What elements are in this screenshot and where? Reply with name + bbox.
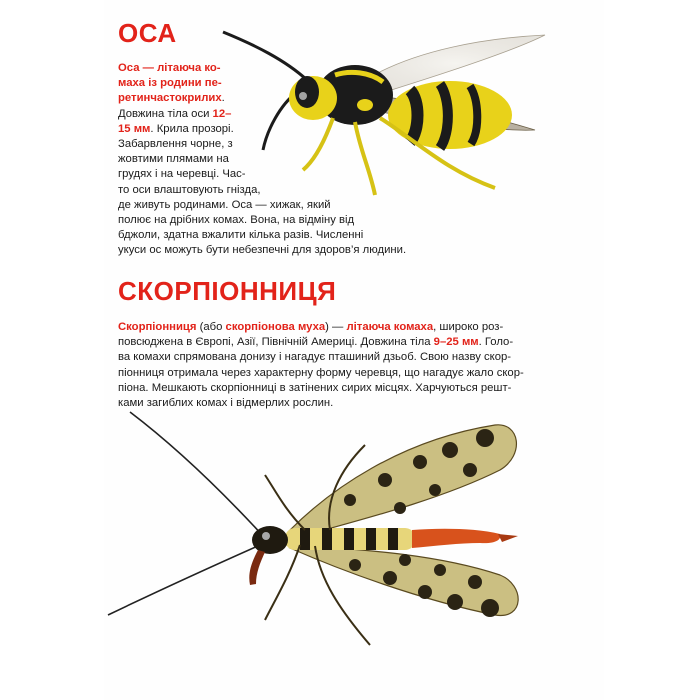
text-run: ретинчастокрилих [118,92,222,105]
wasp-description [118,61,406,259]
scorpionfly-heading: СКОРПІОННИЦЯ [118,276,337,306]
text-line [118,152,406,167]
text-run: полює на дрібних комах. Вона, на відміну від [118,214,355,227]
text-run: бджоли, здатна вжалити кілька разів. Численні [118,229,364,242]
text-run: 15 мм [118,122,151,135]
text-run: де живуть родинами. Оса — хижак, який [118,198,331,211]
text-run: . Голо- [478,336,514,349]
text-run: повсюджена в Європі, Азії, Північній Америці. Довжина тіла [118,336,434,349]
text-line [118,228,406,243]
scorpionfly-photo [100,400,540,660]
text-run: Скорпіонниця [118,321,197,333]
text-run: ) — [325,321,347,333]
text-run: скорпіонова муха [225,321,326,333]
text-run: 9–25 мм [433,336,479,349]
text-run: . Крила прозорі. [150,122,234,135]
text-run: жовтими плямами на [118,153,229,166]
text-run: ва комахи спрямована донизу і нагадує пташиний дзьоб. Свою назву скор- [118,351,512,364]
text-run: Довжина тіла оси [118,107,213,120]
text-line [118,350,524,365]
text-line [118,107,406,122]
text-run: то оси влаштовують гнізда, [118,183,261,196]
scorpionfly-description [118,320,524,411]
text-run: ками загиблих комах і відмерлих рослин. [118,397,334,410]
text-run: , широко роз- [433,321,504,333]
text-run: маха із родини пе- [118,77,222,90]
wasp-heading: ОСА [118,18,177,48]
text-run: (або [196,321,226,333]
text-line [118,366,524,381]
text-line [118,167,406,182]
text-run: 12– [212,107,232,120]
text-run: грудях і на черевці. Час- [118,168,246,181]
text-line [118,91,406,106]
text-line [118,335,524,350]
text-line [118,198,406,213]
text-line [118,183,406,198]
text-run: . [221,92,225,105]
text-line [118,122,406,137]
text-run: літаюча комаха [346,321,434,333]
text-line [118,137,406,152]
text-run: піонниця отримала через характерну форму черевця, що нагадує жало скор- [118,366,524,379]
text-run: Забарвлення чорне, з [118,138,233,151]
text-line [118,320,524,335]
text-line [118,213,406,228]
text-line [118,76,406,91]
text-run: піона. Мешкають скорпіонниці в затінених сирих місцях. Харчуються решт- [118,381,512,394]
text-line [118,61,406,76]
text-run: Оса — літаюча ко- [118,62,221,74]
text-line [118,243,406,258]
text-run: укуси ос можуть бути небезпечні для здоров’я людини. [118,244,407,257]
text-line [118,381,524,396]
